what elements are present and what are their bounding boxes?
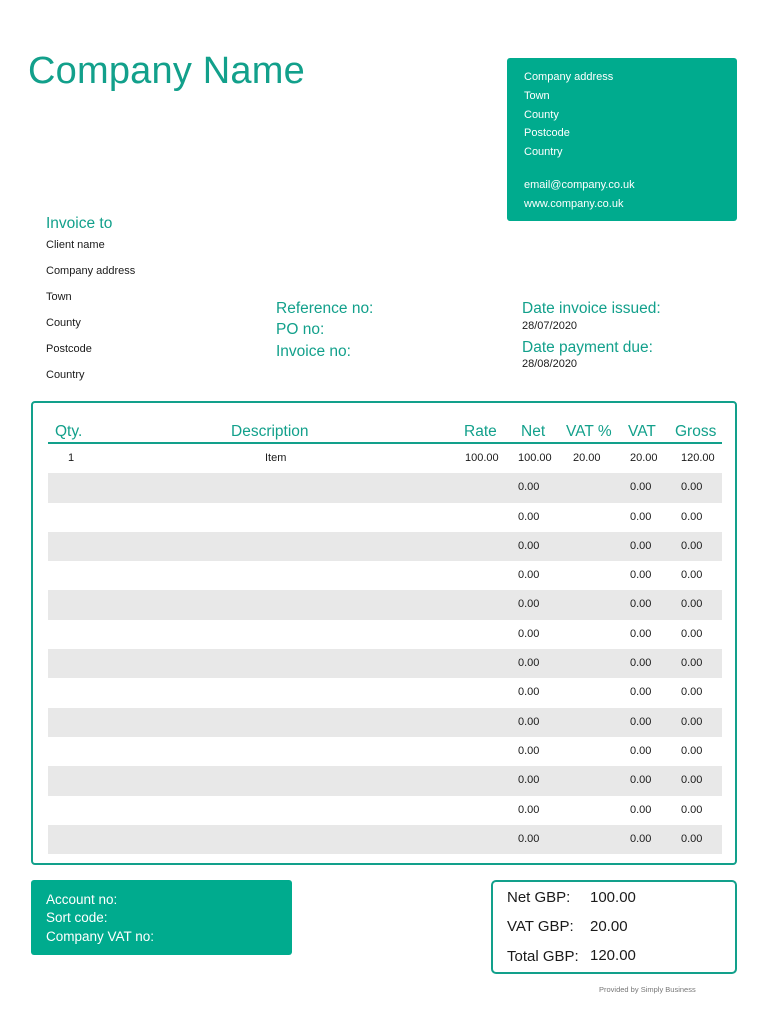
client-name: Client name bbox=[46, 239, 105, 251]
cell-gross: 0.00 bbox=[681, 715, 703, 728]
table-row bbox=[48, 561, 722, 590]
grand-total-label: Total GBP: bbox=[507, 948, 579, 965]
table-row bbox=[48, 737, 722, 766]
table-row bbox=[48, 678, 722, 707]
table-row bbox=[48, 444, 722, 473]
client-county: County bbox=[46, 317, 81, 329]
table-row bbox=[48, 473, 722, 502]
cell-gross: 0.00 bbox=[681, 657, 703, 670]
cell-gross: 120.00 bbox=[681, 452, 715, 464]
date-issued-label: Date invoice issued: bbox=[522, 300, 661, 317]
grand-total-value: 120.00 bbox=[590, 947, 636, 964]
table-row bbox=[48, 532, 722, 561]
cell-vat: 0.00 bbox=[630, 657, 652, 670]
cell-net: 0.00 bbox=[518, 657, 540, 670]
cell-vat: 20.00 bbox=[630, 452, 658, 464]
column-header-qty: Qty. bbox=[55, 423, 83, 440]
cell-description: Item bbox=[265, 452, 287, 464]
reference-no-label: Reference no: bbox=[276, 300, 374, 317]
cell-net: 0.00 bbox=[518, 803, 540, 816]
company-country-line: Country bbox=[524, 146, 563, 159]
table-row bbox=[48, 590, 722, 619]
cell-net: 0.00 bbox=[518, 598, 540, 611]
invoice-to-heading: Invoice to bbox=[46, 215, 113, 232]
date-issued-value: 28/07/2020 bbox=[522, 320, 578, 332]
table-row bbox=[48, 796, 722, 825]
company-postcode-line: Postcode bbox=[524, 127, 570, 140]
cell-net: 0.00 bbox=[518, 774, 540, 787]
cell-qty: 1 bbox=[68, 452, 75, 464]
cell-gross: 0.00 bbox=[681, 569, 703, 582]
table-row bbox=[48, 708, 722, 737]
cell-net: 0.00 bbox=[518, 627, 540, 640]
vat-total-value: 20.00 bbox=[590, 918, 628, 935]
cell-vat: 0.00 bbox=[630, 832, 652, 845]
cell-vat: 0.00 bbox=[630, 774, 652, 787]
cell-vat-percent: 20.00 bbox=[573, 452, 601, 464]
cell-net: 0.00 bbox=[518, 569, 540, 582]
line-items-table bbox=[31, 401, 737, 865]
cell-gross: 0.00 bbox=[681, 481, 703, 494]
cell-net: 0.00 bbox=[518, 832, 540, 845]
cell-vat: 0.00 bbox=[630, 539, 652, 552]
table-row bbox=[48, 503, 722, 532]
cell-gross: 0.00 bbox=[681, 774, 703, 787]
company-website: www.company.co.uk bbox=[524, 197, 624, 210]
footer-note: Provided by Simply Business bbox=[599, 985, 696, 994]
company-town-line: Town bbox=[524, 89, 550, 102]
po-no-label: PO no: bbox=[276, 321, 325, 338]
cell-vat: 0.00 bbox=[630, 598, 652, 611]
cell-gross: 0.00 bbox=[681, 598, 703, 611]
column-header-net: Net bbox=[521, 423, 546, 440]
column-header-vat-percent: VAT % bbox=[566, 423, 612, 440]
column-header-description: Description bbox=[231, 423, 309, 440]
cell-net: 100.00 bbox=[518, 452, 552, 464]
column-header-vat: VAT bbox=[628, 423, 656, 440]
cell-net: 0.00 bbox=[518, 510, 540, 523]
cell-net: 0.00 bbox=[518, 715, 540, 728]
table-row bbox=[48, 766, 722, 795]
cell-gross: 0.00 bbox=[681, 627, 703, 640]
table-row bbox=[48, 620, 722, 649]
table-body bbox=[48, 444, 722, 854]
company-address-line: Company address bbox=[524, 71, 614, 83]
bank-details-box bbox=[31, 880, 292, 955]
vat-total-label: VAT GBP: bbox=[507, 918, 574, 935]
table-row bbox=[48, 649, 722, 678]
cell-gross: 0.00 bbox=[681, 539, 703, 552]
cell-gross: 0.00 bbox=[681, 686, 703, 699]
cell-net: 0.00 bbox=[518, 744, 540, 757]
column-header-rate: Rate bbox=[464, 423, 497, 440]
cell-gross: 0.00 bbox=[681, 744, 703, 757]
cell-gross: 0.00 bbox=[681, 510, 703, 523]
cell-vat: 0.00 bbox=[630, 744, 652, 757]
client-country: Country bbox=[46, 369, 85, 381]
account-no-label: Account no: bbox=[46, 892, 118, 907]
cell-gross: 0.00 bbox=[681, 832, 703, 845]
company-address-box bbox=[507, 58, 737, 221]
net-total-value: 100.00 bbox=[590, 889, 636, 906]
address-spacer bbox=[524, 162, 720, 176]
date-due-value: 28/08/2020 bbox=[522, 358, 578, 370]
column-header-gross: Gross bbox=[675, 423, 717, 440]
cell-vat: 0.00 bbox=[630, 803, 652, 816]
client-company-address: Company address bbox=[46, 265, 136, 277]
date-due-label: Date payment due: bbox=[522, 339, 653, 356]
table-row bbox=[48, 825, 722, 854]
totals-box bbox=[491, 880, 737, 974]
sort-code-label: Sort code: bbox=[46, 910, 108, 926]
client-town: Town bbox=[46, 291, 72, 303]
cell-vat: 0.00 bbox=[630, 686, 652, 699]
cell-vat: 0.00 bbox=[630, 627, 652, 640]
cell-vat: 0.00 bbox=[630, 569, 652, 582]
client-postcode: Postcode bbox=[46, 343, 92, 355]
company-vat-no-label: Company VAT no: bbox=[46, 928, 155, 944]
net-total-label: Net GBP: bbox=[507, 889, 571, 906]
cell-net: 0.00 bbox=[518, 686, 540, 699]
company-name-title: Company Name bbox=[28, 50, 305, 92]
company-county-line: County bbox=[524, 108, 559, 121]
cell-vat: 0.00 bbox=[630, 510, 652, 523]
cell-vat: 0.00 bbox=[630, 715, 652, 728]
cell-gross: 0.00 bbox=[681, 803, 703, 816]
invoice-no-label: Invoice no: bbox=[276, 343, 351, 360]
cell-rate: 100.00 bbox=[465, 452, 499, 464]
company-email: email@company.co.uk bbox=[524, 178, 635, 191]
cell-vat: 0.00 bbox=[630, 481, 652, 494]
cell-net: 0.00 bbox=[518, 539, 540, 552]
table-header bbox=[48, 423, 722, 444]
cell-net: 0.00 bbox=[518, 481, 540, 494]
